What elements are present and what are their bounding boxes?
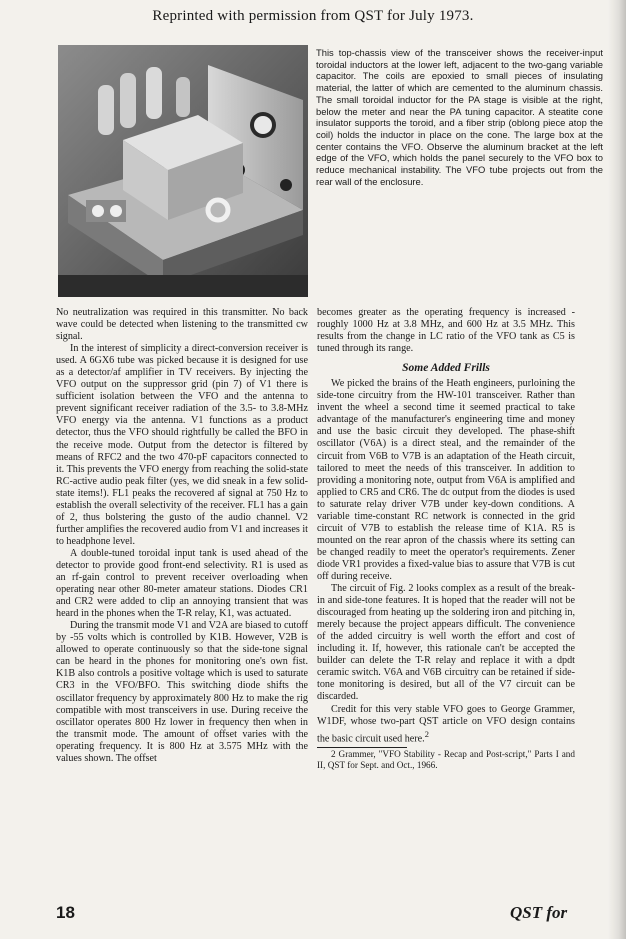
section-heading: Some Added Frills [402, 362, 490, 375]
right-paragraph-1: becomes greater as the operating frequency is increased - roughly 1000 Hz at 3.8 MHz, and 600 Hz at 3.5 MHz. This results from the change in LC ratio of the VFO tank as C5 is tuned through its range. [317, 307, 575, 355]
right-paragraph-2: We picked the brains of the Heath engineers, purloining the side-tone circuitry from the HW-101 transceiver. Rather than invent the wheel a second time it seemed practical to take advantage of the manufacturer's engineering time and money and use the basic circuit they developed. The phase-shift oscillator (V6A) is a direct steal, and the remainder of the circuit from V6B to V7B is an adaptation of the Heath circuit, tailored to meet the needs of this transceiver. In addition to providing a monitoring note, output from V6A is amplified and applied to CR5 and CR6. The dc output from the diodes is used to saturate relay driver V7B under key-down conditions. A variable time-constant RC network is connected in the grid circuit of V7B to establish the release time of K1A. R5 is mounted on the rear apron of the chassis where its setting can be changed readily to meet the operator's requirements. Zener diode VR1 provides a fixed-value bias to assure that V7B is cut off during receive. [317, 378, 575, 582]
magazine-masthead: QST for [510, 903, 568, 922]
right-column [317, 307, 575, 770]
right-paragraph-3: The circuit of Fig. 2 looks complex as a result of the break-in and side-tone features. It is hoped that the reader will not be discouraged from heating up the soldering iron and pitching in, merely because the project appears difficult. The convenience of the added circuitry is well worth the effort and cost of including it. If, however, this rationale can't be accepted the builder can delete the T-R relay and replace it with a dpdt ceramic switch. V6A and V6B circuitry can be retained if side-tone monitoring is desired, but all of the V7 circuit can be discarded. [317, 583, 575, 703]
chassis-photo-graphic [58, 45, 308, 297]
page-edge-shadow [608, 0, 626, 939]
left-paragraph-1: No neutralization was required in this transmitter. No back wave could be detected when listening to the transmitted cw signal. [56, 307, 308, 343]
footnote: 2 Grammer, "VFO Stability - Recap and Post-script," Parts I and II, QST for Sept. and Oct., 1966. [317, 749, 575, 770]
reprint-notice: Reprinted with permission from QST for July 1973. [152, 8, 474, 24]
footnote-rule [317, 747, 407, 748]
page-number: 18 [56, 903, 75, 922]
left-paragraph-4: During the transmit mode V1 and V2A are biased to cutoff by -55 volts which is controlled by K1B. However, V2B is allowed to operate continuously so that the side-tone signal can be heard in the phones for monitoring one's own fist. K1B also controls a positive voltage which is used to saturate CR3 in the VFO/BFO. This switching diode shifts the oscillator frequency by approximately 800 Hz to make the rig compatible with most transceivers in use. During receive the oscillator operates 800 Hz lower in frequency then when in the transmit mode. The amount of offset varies with the operating frequency. It is 800 Hz at 3.575 MHz with the values shown. The offset [56, 620, 308, 764]
footnote-marker: 2 [424, 728, 429, 739]
photo-caption: This top-chassis view of the transceiver shows the receiver-input toroidal inductors at the lower left, adjacent to the two-gang variable capacitor. The coils are epoxied to small pieces of insulating material, the latter of which are cemented to the aluminum chassis. The small toroidal inductor for the PA stage is visible at the right, below the meter and near the PA tuning capacitor. A steatite cone insulator supports the toroid, and a fiber strip (oblong piece atop the coil) holds the inductor in place on the cone. The large box at the center contains the VFO. Observe the aluminum bracket at the left edge of the VFO, which holds the panel securely to the VFO box to reduce mechanical instability. The VFO tube projects out from the rear wall of the enclosure. [316, 47, 603, 187]
right-paragraph-4 [317, 704, 575, 746]
credit-text: Credit for this very stable VFO goes to George Grammer, W1DF, whose two-part QST article on VFO design contains the basic circuit used here. [317, 703, 575, 744]
left-paragraph-2: In the interest of simplicity a direct-conversion receiver is used. A 6GX6 tube was picked because it is designed for use as a detector/af amplifier in TV receivers. By injecting the VFO output on the suppressor grid (pin 7) of V1 there is sufficient isolation between the VFO and the antenna to prevent significant receiver radiation of the 3.5- to 3.8-MHz VFO energy via the antenna. V1 functions as a product detector, thus the VFO should rightfully be called the BFO in the receive mode. Output from the detector is filtered by means of RFC2 and the two 470-pF capacitors connected to it. This prevents the VFO energy from reaching the solid-state RC-active audio peak filter (yes, we did sneak in a few solid-state items!). FL1 peaks the recovered af signal at 750 Hz to establish the overall selectivity of the receiver. FL1 has a gain of 2, thus bolstering the gusto of the audio channel. V2 further amplifies the recovered audio from V1 and increases it to headphone level. [56, 343, 308, 547]
left-column [56, 307, 308, 765]
chassis-photo [58, 45, 308, 297]
left-paragraph-3: A double-tuned toroidal input tank is used ahead of the detector to provide good front-end selectivity. R1 is used as an rf-gain control to prevent receiver overloading when operating near other 80-meter amateur stations. Diodes CR1 and CR2 were added to clip an annoying transient that was heard in the phones when the T-R relay, K1, was actuated. [56, 547, 308, 620]
